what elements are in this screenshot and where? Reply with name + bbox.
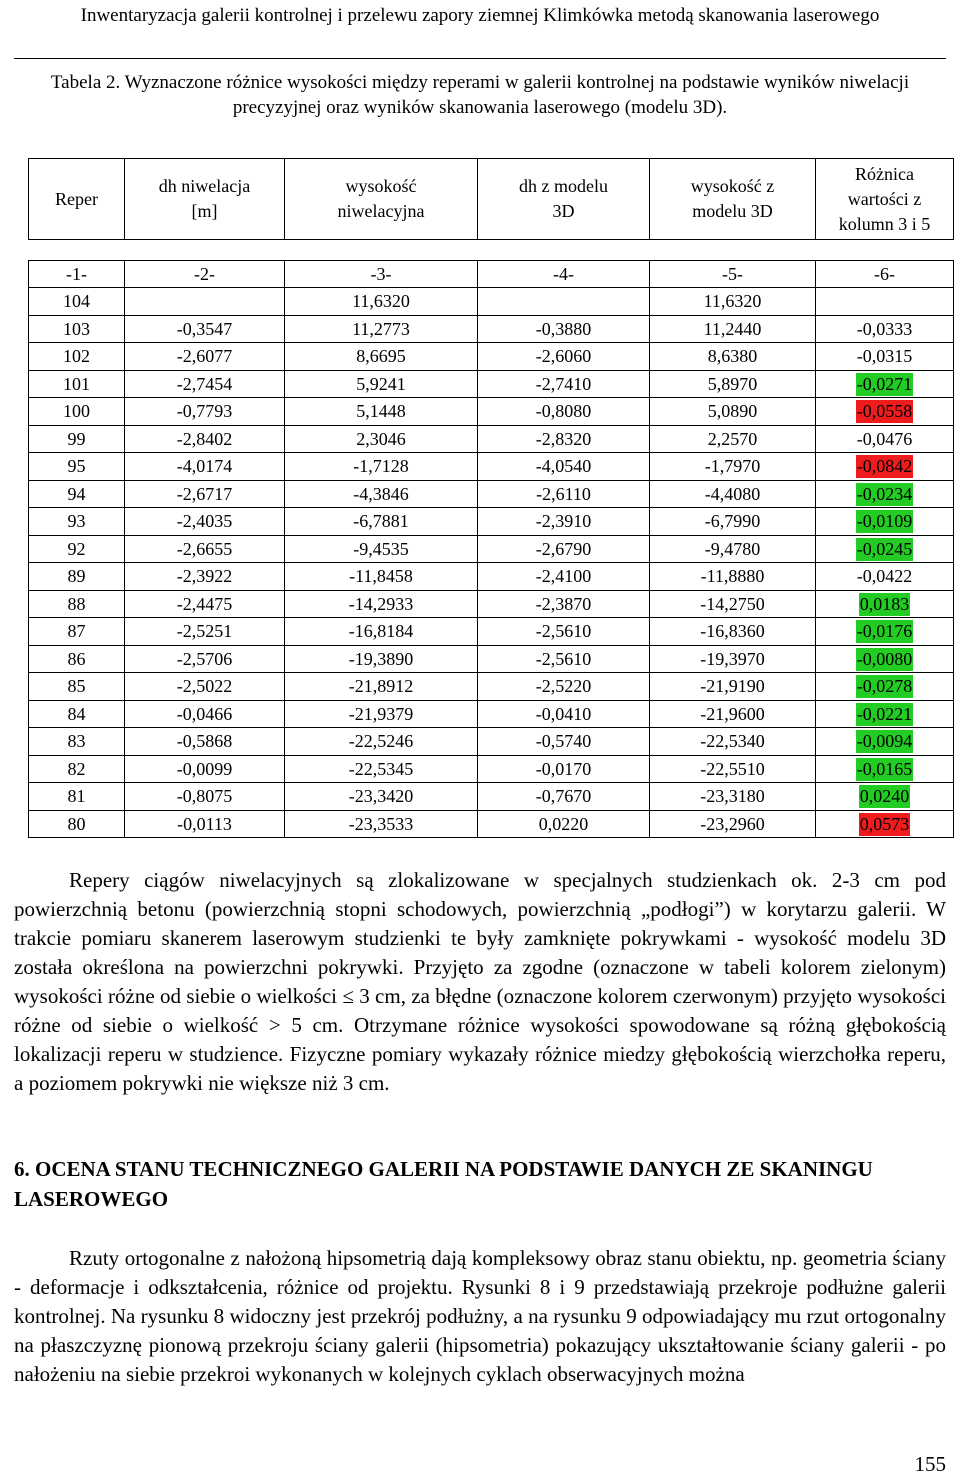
cell-dh-model: -0,3880 [478, 315, 650, 343]
header-roznica [816, 159, 954, 240]
table-spacer-row [29, 240, 954, 261]
accepted-difference-highlight: -0,0094 [856, 731, 913, 752]
paragraph-repery [14, 866, 946, 1098]
table-row [29, 480, 954, 508]
cell-dh-model: -0,0410 [478, 700, 650, 728]
cell-wysokosc-model: 5,0890 [650, 398, 816, 426]
cell-reper: 84 [29, 700, 125, 728]
cell-roznica: -0,0476 [816, 425, 954, 453]
cell-roznica [816, 453, 954, 481]
cell-dh-niwelacja: -0,5868 [125, 728, 285, 756]
cell-wysokosc-model: -21,9190 [650, 673, 816, 701]
cell-roznica [816, 535, 954, 563]
table-row [29, 508, 954, 536]
cell-dh-model: -0,8080 [478, 398, 650, 426]
table-row [29, 755, 954, 783]
table-row [29, 563, 954, 591]
cell-wysokosc-niwelacyjna: -23,3533 [285, 810, 478, 838]
cell-wysokosc-niwelacyjna: -11,8458 [285, 563, 478, 591]
cell-reper: 93 [29, 508, 125, 536]
cell-wysokosc-niwelacyjna: -4,3846 [285, 480, 478, 508]
cell-wysokosc-model: -4,4080 [650, 480, 816, 508]
cell-wysokosc-model: -22,5510 [650, 755, 816, 783]
header-dh-niwelacja-text: dh niwelacja [m] [158, 176, 251, 221]
cell-roznica: -0,0315 [816, 343, 954, 371]
cell-dh-model: -2,3910 [478, 508, 650, 536]
cell-dh-niwelacja: -0,0466 [125, 700, 285, 728]
header-dh-niwelacja [125, 159, 285, 240]
cell-roznica [816, 728, 954, 756]
cell-wysokosc-niwelacyjna: -14,2933 [285, 590, 478, 618]
section-heading: 6. OCENA STANU TECHNICZNEGO GALERII NA PODSTAWIE DANYCH ZE SKANINGU LASEROWEGO [14, 1157, 873, 1211]
cell-dh-model: -2,5220 [478, 673, 650, 701]
cell-dh-model: -4,0540 [478, 453, 650, 481]
cell-dh-model: 0,0220 [478, 810, 650, 838]
column-number: -4- [478, 261, 650, 288]
cell-wysokosc-niwelacyjna: -22,5246 [285, 728, 478, 756]
cell-dh-niwelacja: -2,4035 [125, 508, 285, 536]
running-head: Inwentaryzacja galerii kontrolnej i przelewu zapory ziemnej Klimkówka metodą skanowania laserowego [80, 5, 880, 26]
column-number-row [29, 261, 954, 288]
cell-dh-niwelacja: -2,6717 [125, 480, 285, 508]
cell-dh-niwelacja: -0,0113 [125, 810, 285, 838]
cell-roznica [816, 480, 954, 508]
cell-wysokosc-model: -21,9600 [650, 700, 816, 728]
cell-roznica [816, 590, 954, 618]
cell-dh-model [478, 288, 650, 316]
table-row [29, 673, 954, 701]
table-row [29, 343, 954, 371]
cell-reper: 86 [29, 645, 125, 673]
cell-wysokosc-niwelacyjna: -1,7128 [285, 453, 478, 481]
cell-wysokosc-niwelacyjna: -23,3420 [285, 783, 478, 811]
spacer-cell [285, 240, 478, 261]
cell-wysokosc-niwelacyjna: 5,1448 [285, 398, 478, 426]
cell-dh-model: -2,7410 [478, 370, 650, 398]
spacer-cell [650, 240, 816, 261]
cell-roznica [816, 370, 954, 398]
paragraph-rzuty [14, 1244, 946, 1389]
table-row [29, 810, 954, 838]
cell-reper: 88 [29, 590, 125, 618]
header-wysokosc-niwelacyjna [285, 159, 478, 240]
table-row [29, 645, 954, 673]
cell-dh-niwelacja: -2,6655 [125, 535, 285, 563]
cell-roznica [816, 398, 954, 426]
column-number: -6- [816, 261, 954, 288]
cell-reper: 92 [29, 535, 125, 563]
header-dh-model-text: dh z modelu 3D [519, 176, 608, 221]
cell-dh-model: -0,0170 [478, 755, 650, 783]
accepted-difference-highlight: -0,0176 [856, 621, 913, 642]
table-row [29, 590, 954, 618]
cell-wysokosc-model: 2,2570 [650, 425, 816, 453]
cell-dh-model: -2,6110 [478, 480, 650, 508]
table-row [29, 425, 954, 453]
cell-dh-niwelacja: -2,5706 [125, 645, 285, 673]
cell-dh-model: -2,8320 [478, 425, 650, 453]
cell-dh-niwelacja: -2,8402 [125, 425, 285, 453]
cell-reper: 99 [29, 425, 125, 453]
cell-reper: 85 [29, 673, 125, 701]
column-number: -3- [285, 261, 478, 288]
accepted-difference-highlight: -0,0271 [856, 373, 913, 394]
column-number: -1- [29, 261, 125, 288]
table-header-row [29, 159, 954, 240]
cell-reper: 104 [29, 288, 125, 316]
table-row [29, 728, 954, 756]
cell-wysokosc-model: 11,6320 [650, 288, 816, 316]
accepted-difference-highlight: 0,0183 [859, 593, 910, 614]
cell-roznica [816, 618, 954, 646]
cell-wysokosc-niwelacyjna: -21,9379 [285, 700, 478, 728]
cell-wysokosc-model: 8,6380 [650, 343, 816, 371]
cell-reper: 80 [29, 810, 125, 838]
cell-dh-model: -0,7670 [478, 783, 650, 811]
cell-wysokosc-niwelacyjna: 11,6320 [285, 288, 478, 316]
table-row [29, 315, 954, 343]
cell-dh-model: -2,4100 [478, 563, 650, 591]
cell-wysokosc-model: -23,3180 [650, 783, 816, 811]
cell-wysokosc-model: -9,4780 [650, 535, 816, 563]
table-row [29, 453, 954, 481]
cell-wysokosc-niwelacyjna: -21,8912 [285, 673, 478, 701]
cell-wysokosc-niwelacyjna: 8,6695 [285, 343, 478, 371]
cell-dh-niwelacja: -2,6077 [125, 343, 285, 371]
cell-roznica: -0,0422 [816, 563, 954, 591]
cell-reper: 101 [29, 370, 125, 398]
cell-dh-niwelacja: -0,3547 [125, 315, 285, 343]
header-dh-model [478, 159, 650, 240]
accepted-difference-highlight: -0,0165 [856, 758, 913, 779]
column-number: -2- [125, 261, 285, 288]
cell-roznica [816, 673, 954, 701]
cell-reper: 95 [29, 453, 125, 481]
header-wysokosc-niwelacyjna-text: wysokość niwelacyjna [337, 176, 425, 221]
page-number: 155 [914, 1452, 946, 1476]
cell-dh-niwelacja [125, 288, 285, 316]
cell-reper: 82 [29, 755, 125, 783]
cell-roznica [816, 783, 954, 811]
table-row [29, 618, 954, 646]
cell-wysokosc-model: -23,2960 [650, 810, 816, 838]
header-divider [14, 58, 946, 59]
cell-dh-niwelacja: -0,0099 [125, 755, 285, 783]
header-reper: Reper [29, 159, 125, 240]
table-row [29, 398, 954, 426]
cell-reper: 100 [29, 398, 125, 426]
cell-wysokosc-model: -1,7970 [650, 453, 816, 481]
cell-wysokosc-niwelacyjna: 11,2773 [285, 315, 478, 343]
header-wysokosc-model [650, 159, 816, 240]
rejected-difference-highlight: 0,0573 [859, 813, 910, 834]
cell-roznica [816, 288, 954, 316]
spacer-cell [478, 240, 650, 261]
table-row [29, 700, 954, 728]
cell-dh-niwelacja: -2,7454 [125, 370, 285, 398]
cell-dh-niwelacja: -0,7793 [125, 398, 285, 426]
cell-wysokosc-model: 5,8970 [650, 370, 816, 398]
cell-dh-model: -2,6790 [478, 535, 650, 563]
cell-reper: 102 [29, 343, 125, 371]
cell-roznica [816, 645, 954, 673]
cell-reper: 89 [29, 563, 125, 591]
paragraph-rzuty-text: Rzuty ortogonalne z nałożoną hipsometrią dają kompleksowy obraz stanu obiektu, np. geometria ściany - deformacje i odkształcenia, różnice od projektu. Rysunki 8 i 9 przedstawiają przekroje podłużne galerii kontrolnej. Na rysunku 8 widoczny jest przekrój podłużny, a na rysunku 9 odpowiadający mu rzut ortogonalny na płaszczyznę pionową przekroju ściany galerii (hipsometria) pokazujący ukształtowanie ściany galerii - po nałożeniu na siebie przekroi wykonanych w kolejnych cyklach obserwacyjnych można [14, 1246, 946, 1386]
cell-reper: 94 [29, 480, 125, 508]
cell-dh-niwelacja: -2,5022 [125, 673, 285, 701]
table-row [29, 370, 954, 398]
cell-roznica [816, 700, 954, 728]
cell-wysokosc-model: -16,8360 [650, 618, 816, 646]
cell-roznica: -0,0333 [816, 315, 954, 343]
spacer-cell [816, 240, 954, 261]
cell-wysokosc-model: 11,2440 [650, 315, 816, 343]
accepted-difference-highlight: 0,0240 [859, 786, 910, 807]
cell-dh-niwelacja: -2,4475 [125, 590, 285, 618]
paragraph-repery-text: Repery ciągów niwelacyjnych są zlokalizowane w specjalnych studzienkach ok. 2-3 cm pod powierzchnią betonu (powierzchnią stopni schodowych, powierzchnią „podłogi”) w korytarzu galerii. W trakcie pomiaru skanerem laserowym studzienki te były zamknięte pokrywkami - wysokość modelu 3D została określona na powierzchni pokrywki. Przyjęto za zgodne (oznaczone w tabeli kolorem zielonym) wysokości różne od siebie o wielkości ≤ 3 cm, za błędne (oznaczone kolorem czerwonym) przyjęto wysokości różne od siebie o wielkość > 5 cm. Otrzymane różnice wysokości spowodowane są różną głębokością lokalizacji reperu w studzience. Fizyczne pomiary wykazały różnice miedzy głębokością wierzchołka reperu, a poziomem pokrywki nie większe niż 3 cm. [14, 868, 946, 1095]
spacer-cell [29, 240, 125, 261]
cell-roznica [816, 755, 954, 783]
cell-wysokosc-model: -6,7990 [650, 508, 816, 536]
cell-wysokosc-niwelacyjna: -9,4535 [285, 535, 478, 563]
table-row [29, 783, 954, 811]
table-row [29, 288, 954, 316]
cell-wysokosc-niwelacyjna: -22,5345 [285, 755, 478, 783]
cell-dh-model: -2,6060 [478, 343, 650, 371]
cell-wysokosc-niwelacyjna: 5,9241 [285, 370, 478, 398]
cell-dh-model: -2,3870 [478, 590, 650, 618]
cell-reper: 83 [29, 728, 125, 756]
spacer-cell [125, 240, 285, 261]
accepted-difference-highlight: -0,0245 [856, 538, 913, 559]
cell-roznica [816, 508, 954, 536]
cell-wysokosc-niwelacyjna: -6,7881 [285, 508, 478, 536]
cell-reper: 81 [29, 783, 125, 811]
cell-roznica [816, 810, 954, 838]
cell-reper: 87 [29, 618, 125, 646]
cell-dh-niwelacja: -2,3922 [125, 563, 285, 591]
cell-wysokosc-model: -11,8880 [650, 563, 816, 591]
rejected-difference-highlight: -0,0842 [856, 456, 913, 477]
cell-dh-model: -2,5610 [478, 618, 650, 646]
cell-wysokosc-model: -19,3970 [650, 645, 816, 673]
cell-dh-model: -2,5610 [478, 645, 650, 673]
cell-dh-niwelacja: -2,5251 [125, 618, 285, 646]
cell-wysokosc-niwelacyjna: 2,3046 [285, 425, 478, 453]
cell-wysokosc-niwelacyjna: -16,8184 [285, 618, 478, 646]
column-number: -5- [650, 261, 816, 288]
accepted-difference-highlight: -0,0234 [856, 483, 913, 504]
accepted-difference-highlight: -0,0221 [856, 703, 913, 724]
header-roznica-text: Różnica wartości z kolumn 3 i 5 [838, 163, 931, 234]
height-differences-table [28, 158, 954, 838]
table-caption: Tabela 2. Wyznaczone różnice wysokości między reperami w galerii kontrolnej na podstawie wyników niwelacji precyzyjnej oraz wyników skanowania laserowego (modelu 3D). [50, 72, 910, 118]
header-wysokosc-model-text: wysokość z modelu 3D [690, 176, 775, 221]
table-row [29, 535, 954, 563]
accepted-difference-highlight: -0,0109 [856, 511, 913, 532]
cell-dh-niwelacja: -4,0174 [125, 453, 285, 481]
rejected-difference-highlight: -0,0558 [856, 401, 913, 422]
cell-reper: 103 [29, 315, 125, 343]
accepted-difference-highlight: -0,0278 [856, 676, 913, 697]
accepted-difference-highlight: -0,0080 [856, 648, 913, 669]
cell-dh-niwelacja: -0,8075 [125, 783, 285, 811]
cell-wysokosc-model: -22,5340 [650, 728, 816, 756]
cell-wysokosc-niwelacyjna: -19,3890 [285, 645, 478, 673]
cell-wysokosc-model: -14,2750 [650, 590, 816, 618]
cell-dh-model: -0,5740 [478, 728, 650, 756]
